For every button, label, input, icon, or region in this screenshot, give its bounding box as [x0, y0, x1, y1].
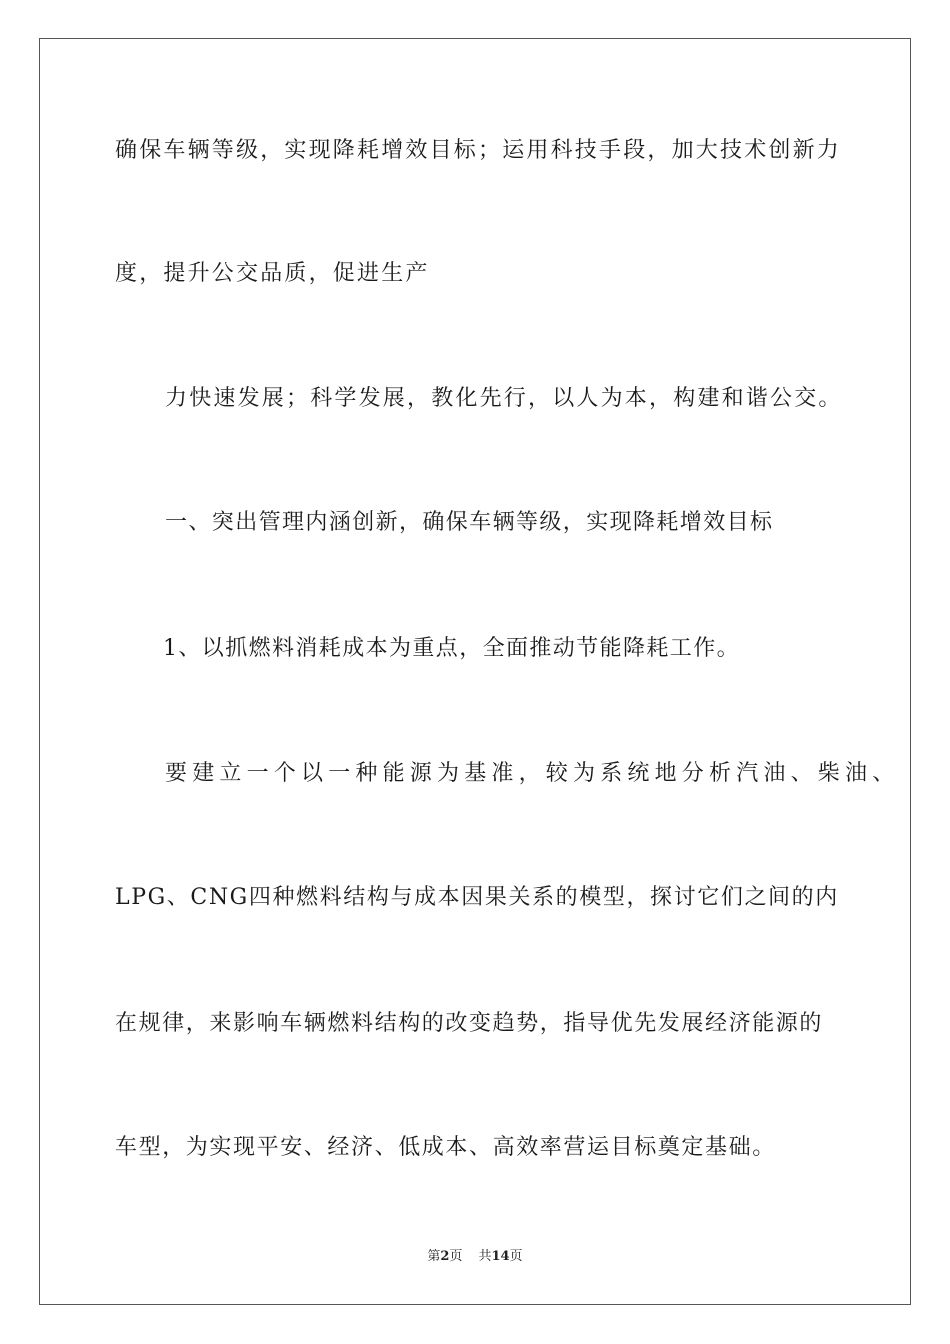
body-text-line: 要建立一个以一种能源为基准，较为系统地分析汽油、柴油、: [165, 761, 900, 786]
page-border: [39, 38, 911, 1305]
body-text-line: 力快速发展；科学发展，教化先行，以人为本，构建和谐公交。: [165, 386, 843, 411]
current-page-number: 2: [440, 1249, 450, 1264]
page-footer: [0, 1248, 950, 1266]
section-heading: 一、突出管理内涵创新，确保车辆等级，实现降耗增效目标: [165, 510, 774, 535]
page-suffix: 页: [449, 1249, 463, 1264]
total-page-count: 14: [491, 1249, 510, 1264]
body-text-line: 度，提升公交品质，促进生产: [115, 261, 430, 286]
total-suffix: 页: [509, 1249, 523, 1264]
body-text-line: 在规律，来影响车辆燃料结构的改变趋势，指导优先发展经济能源的: [115, 1011, 824, 1036]
body-text-line: 确保车辆等级，实现降耗增效目标；运用科技手段，加大技术创新力: [115, 138, 842, 163]
page-prefix: 第: [427, 1249, 441, 1264]
body-text-line: LPG、CNG四种燃料结构与成本因果关系的模型，探讨它们之间的内: [115, 885, 839, 910]
subsection-heading: 1、以抓燃料消耗成本为重点，全面推动节能降耗工作。: [163, 636, 740, 661]
total-prefix: 共: [478, 1249, 492, 1264]
body-text-line: 车型，为实现平安、经济、低成本、高效率营运目标奠定基础。: [115, 1135, 776, 1160]
